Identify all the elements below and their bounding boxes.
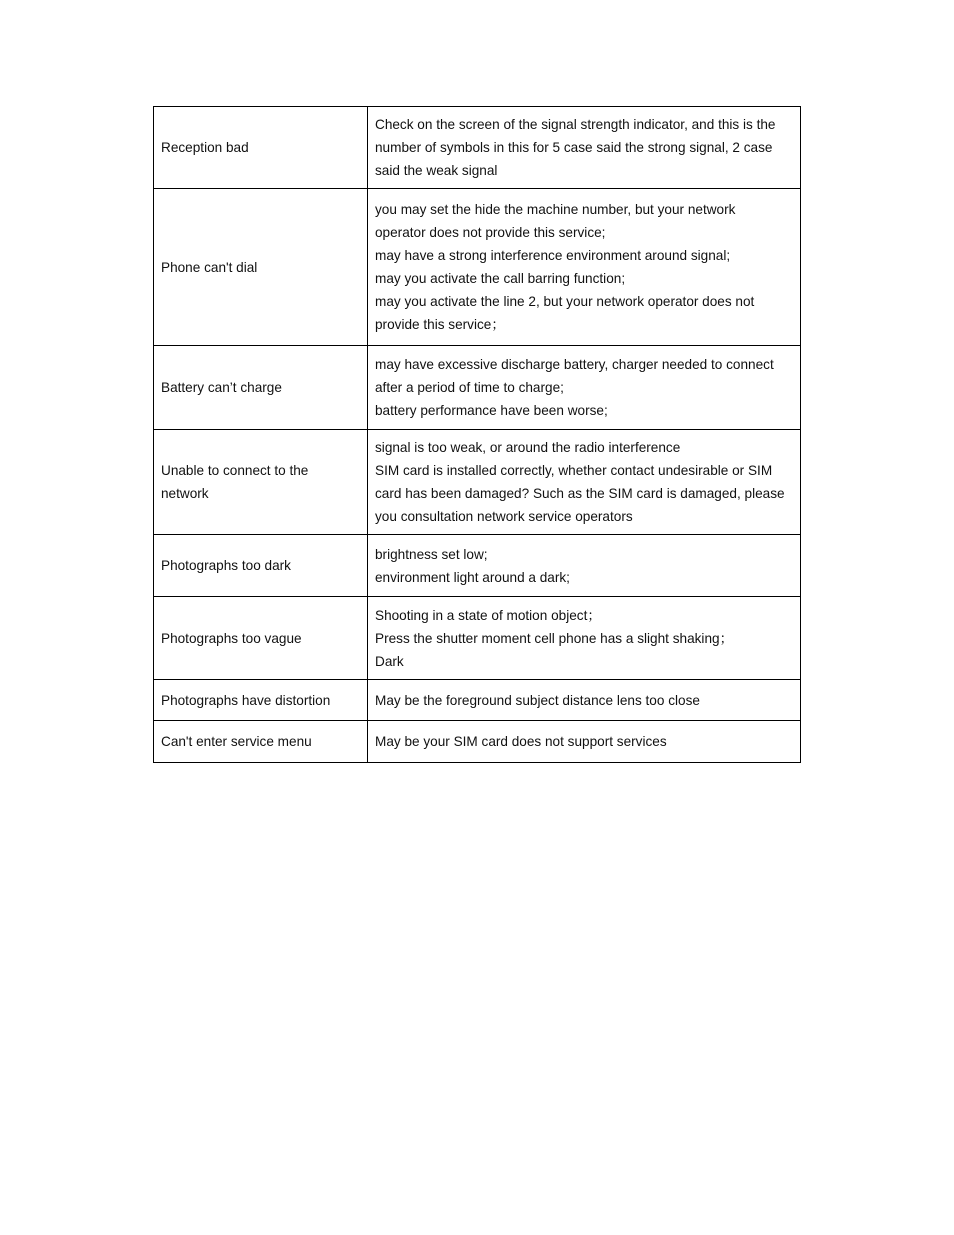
solution-cell [368, 107, 801, 189]
problem-text: Photographs too vague [161, 630, 302, 646]
solution-line: battery performance have been worse; [375, 403, 608, 418]
solution-cell [368, 430, 801, 535]
solution-line: SIM card is installed correctly, whether contact undesirable or SIM [375, 463, 773, 478]
solution-line: provide this service； [375, 317, 505, 332]
table-row [154, 680, 801, 721]
solution-line: may you activate the line 2, but your network operator does not [375, 294, 755, 309]
solution-line: Dark [375, 653, 404, 669]
problem-text: Reception bad [161, 140, 249, 155]
table-row [154, 189, 801, 346]
problem-text: Photographs have distortion [161, 692, 331, 708]
solution-cell [368, 346, 801, 430]
solution-cell [368, 535, 801, 597]
solution-line: may have excessive discharge battery, charger needed to connect [375, 357, 774, 372]
problem-cell [154, 346, 368, 430]
problem-text: Phone can't dial [161, 259, 258, 275]
problem-cell [154, 430, 368, 535]
table-row [154, 346, 801, 430]
problem-cell [154, 597, 368, 680]
solution-line: Press the shutter moment cell phone has a slight shaking； [375, 630, 734, 646]
solution-line: Shooting in a state of motion object； [375, 607, 601, 623]
solution-line: may have a strong interference environment around signal; [375, 248, 731, 263]
problem-text: Battery can’t charge [161, 380, 282, 395]
solution-line: May be your SIM card does not support services [375, 734, 667, 749]
solution-line: signal is too weak, or around the radio interference [375, 440, 681, 455]
table-row [154, 430, 801, 535]
solution-cell [368, 189, 801, 346]
problem-cell [154, 535, 368, 597]
table-row [154, 597, 801, 680]
solution-cell [368, 680, 801, 721]
table-row [154, 107, 801, 189]
solution-line: card has been damaged? Such as the SIM card is damaged, please [375, 486, 785, 501]
solution-line: after a period of time to charge; [375, 380, 564, 395]
solution-line: you consultation network service operators [375, 509, 633, 524]
solution-line: may you activate the call barring function; [375, 271, 626, 286]
solution-line: environment light around a dark; [375, 569, 570, 585]
problem-text-line: Unable to connect to the [161, 463, 309, 478]
problem-text: Can't enter service menu [161, 734, 312, 749]
solution-line: you may set the hide the machine number, but your network [375, 202, 736, 217]
solution-cell [368, 597, 801, 680]
solution-line: brightness set low; [375, 546, 488, 562]
solution-line: Check on the screen of the signal strength indicator, and this is the [375, 117, 776, 132]
solution-line: said the weak signal [375, 163, 498, 178]
problem-text-line: network [161, 486, 209, 501]
problem-text: Photographs too dark [161, 558, 291, 573]
problem-cell [154, 107, 368, 189]
table-row [154, 721, 801, 763]
solution-cell [368, 721, 801, 763]
table-row [154, 535, 801, 597]
problem-cell [154, 721, 368, 763]
problem-cell [154, 680, 368, 721]
problem-cell [154, 189, 368, 346]
troubleshooting-table [153, 106, 801, 763]
solution-line: operator does not provide this service; [375, 225, 606, 240]
solution-line: May be the foreground subject distance lens too close [375, 692, 700, 708]
solution-line: number of symbols in this for 5 case said the strong signal, 2 case [375, 140, 773, 155]
